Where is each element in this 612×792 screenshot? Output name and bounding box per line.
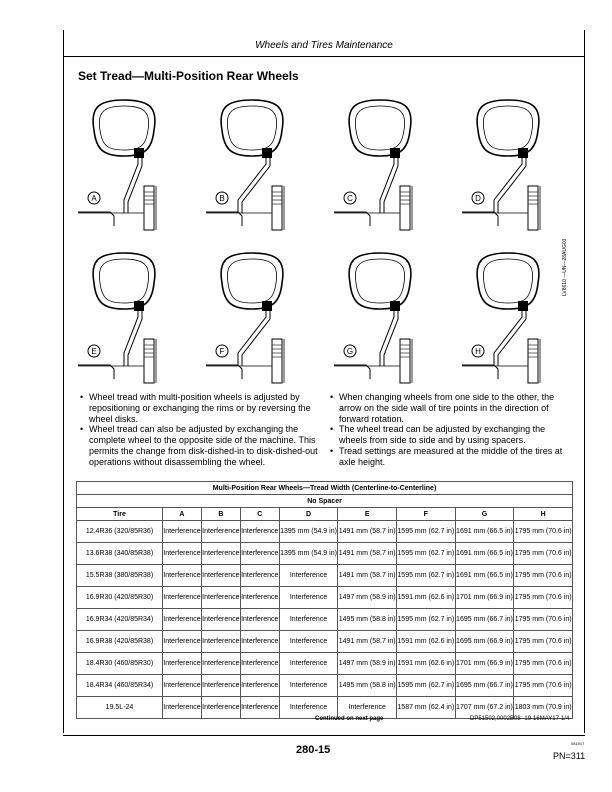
tread-value-cell: 1795 mm (70.6 in) bbox=[514, 631, 573, 653]
axle-shaft-icon bbox=[78, 212, 114, 226]
hub-icon bbox=[390, 148, 400, 158]
table-subcaption: No Spacer bbox=[77, 495, 573, 508]
wheel-disk-icon bbox=[498, 158, 526, 213]
table-caption: Multi-Position Rear Wheels—Tread Width (Centerline-to-Centerline) bbox=[77, 482, 573, 495]
tread-value-cell: Interference bbox=[279, 609, 338, 631]
tread-value-cell: Interference bbox=[163, 609, 202, 631]
rim-icon bbox=[99, 259, 148, 303]
tire-size-cell: 18.4R30 (460/85R30) bbox=[77, 653, 163, 675]
position-label: F bbox=[219, 347, 225, 356]
tread-value-cell: Interference bbox=[279, 697, 338, 719]
hub-icon bbox=[262, 301, 272, 311]
tread-value-cell: 1795 mm (70.6 in) bbox=[514, 587, 573, 609]
table-row bbox=[77, 565, 573, 587]
tread-value-cell: Interference bbox=[201, 675, 240, 697]
tread-value-cell: 1595 mm (62.7 in) bbox=[397, 675, 456, 697]
tread-value-cell: Interference bbox=[163, 631, 202, 653]
tread-value-cell: Interference bbox=[201, 565, 240, 587]
tread-value-cell: 1491 mm (58.7 in) bbox=[338, 543, 397, 565]
tread-value-cell: Interference bbox=[163, 521, 202, 543]
document-id: DP51502,0002B08 -19-16MAY17-1/4 bbox=[470, 716, 570, 722]
tread-value-cell: 1795 mm (70.6 in) bbox=[514, 565, 573, 587]
tread-value-cell: Interference bbox=[279, 587, 338, 609]
tread-value-cell: 1587 mm (62.4 in) bbox=[397, 697, 456, 719]
tread-value-cell: 1395 mm (54.9 in) bbox=[279, 521, 338, 543]
position-label: B bbox=[219, 194, 225, 203]
hub-icon bbox=[390, 301, 400, 311]
hub-icon bbox=[518, 301, 528, 311]
axle-housing-icon bbox=[528, 339, 538, 383]
page-number: 280-15 bbox=[296, 744, 331, 756]
table-row bbox=[77, 587, 573, 609]
tire-icon bbox=[349, 100, 411, 156]
hub-icon bbox=[134, 148, 144, 158]
tread-value-cell: Interference bbox=[201, 653, 240, 675]
bullet-list-right bbox=[329, 392, 573, 468]
tread-value-cell: Interference bbox=[279, 653, 338, 675]
tread-value-cell: 1395 mm (54.9 in) bbox=[279, 543, 338, 565]
table-column-header: D bbox=[279, 508, 338, 521]
bullet-item: • Tread settings are measured at the middle of the tires at axle height. bbox=[330, 445, 563, 467]
footer-code: 081917 bbox=[571, 741, 585, 746]
tread-value-cell: Interference bbox=[201, 631, 240, 653]
tread-value-cell: 1695 mm (66.9 in) bbox=[455, 631, 514, 653]
tread-value-cell: Interference bbox=[240, 675, 279, 697]
position-label: H bbox=[475, 347, 481, 356]
tread-value-cell: Interference bbox=[201, 543, 240, 565]
tread-value-cell: 1701 mm (66.9 in) bbox=[455, 653, 514, 675]
tire-size-cell: 16.9R30 (420/85R30) bbox=[77, 587, 163, 609]
header-rule bbox=[63, 56, 585, 57]
tread-value-cell: 1795 mm (70.6 in) bbox=[514, 675, 573, 697]
position-label: D bbox=[475, 194, 481, 203]
tire-size-cell: 16.9R34 (420/85R34) bbox=[77, 609, 163, 631]
running-header: Wheels and Tires Maintenance bbox=[255, 40, 393, 51]
table-row bbox=[77, 675, 573, 697]
axle-shaft-icon bbox=[462, 365, 498, 379]
tread-value-cell: 1491 mm (58.7 in) bbox=[338, 521, 397, 543]
rim-icon bbox=[355, 259, 404, 303]
tire-size-cell: 19.5L-24 bbox=[77, 697, 163, 719]
axle-shaft-icon bbox=[78, 365, 114, 379]
tire-size-cell: 16.9R38 (420/85R38) bbox=[77, 631, 163, 653]
position-label: A bbox=[91, 194, 97, 203]
bullet-item: • The wheel tread can be adjusted by exchanging the wheels from side to side and by using spacers. bbox=[330, 424, 546, 446]
tire-icon bbox=[93, 253, 155, 309]
tread-value-cell: Interference bbox=[240, 543, 279, 565]
tread-value-cell: 1691 mm (66.5 in) bbox=[455, 521, 514, 543]
wheel-disk-icon bbox=[124, 311, 138, 366]
position-label: C bbox=[347, 194, 353, 203]
tread-value-cell: Interference bbox=[240, 587, 279, 609]
hub-icon bbox=[134, 301, 144, 311]
tread-value-cell: Interference bbox=[338, 697, 397, 719]
tread-value-cell: 1695 mm (66.7 in) bbox=[455, 609, 514, 631]
table-column-header: F bbox=[397, 508, 456, 521]
tread-value-cell: Interference bbox=[201, 587, 240, 609]
tread-value-cell: 1695 mm (66.7 in) bbox=[455, 675, 514, 697]
tire-icon bbox=[477, 100, 539, 156]
tread-value-cell: 1591 mm (62.6 in) bbox=[397, 631, 456, 653]
axle-housing-icon bbox=[400, 186, 410, 230]
table-header-row bbox=[77, 508, 573, 521]
wheel-disk-icon bbox=[380, 158, 394, 213]
tire-icon bbox=[349, 253, 411, 309]
tire-size-cell: 15.5R38 (380/85R38) bbox=[77, 565, 163, 587]
table-column-header: C bbox=[240, 508, 279, 521]
axle-housing-icon bbox=[144, 186, 154, 230]
tread-value-cell: Interference bbox=[240, 653, 279, 675]
axle-shaft-icon bbox=[334, 212, 370, 226]
part-number: PN=311 bbox=[553, 751, 586, 761]
tread-value-cell: Interference bbox=[201, 609, 240, 631]
tread-value-cell: 1803 mm (70.9 in) bbox=[514, 697, 573, 719]
tread-value-cell: 1795 mm (70.6 in) bbox=[514, 653, 573, 675]
table-row bbox=[77, 631, 573, 653]
axle-housing-icon bbox=[272, 339, 282, 383]
table-column-header: B bbox=[201, 508, 240, 521]
tread-value-cell: 1591 mm (62.6 in) bbox=[397, 587, 456, 609]
tire-size-cell: 18.4R34 (460/85R34) bbox=[77, 675, 163, 697]
rim-icon bbox=[355, 106, 404, 150]
rim-icon bbox=[483, 106, 532, 150]
bullet-list-left bbox=[79, 392, 323, 468]
tread-value-cell: 1595 mm (62.7 in) bbox=[397, 609, 456, 631]
table-row bbox=[77, 543, 573, 565]
wheel-positions-illustration bbox=[70, 88, 582, 388]
tread-width-table bbox=[76, 481, 573, 719]
tread-value-cell: Interference bbox=[163, 675, 202, 697]
tread-value-cell: Interference bbox=[163, 587, 202, 609]
tread-value-cell: Interference bbox=[240, 609, 279, 631]
table-column-header: E bbox=[338, 508, 397, 521]
axle-housing-icon bbox=[400, 339, 410, 383]
tread-value-cell: Interference bbox=[201, 521, 240, 543]
table-column-header: G bbox=[455, 508, 514, 521]
table-column-header: A bbox=[163, 508, 202, 521]
wheel-positions-figure bbox=[70, 88, 582, 388]
rim-icon bbox=[227, 259, 276, 303]
tread-value-cell: 1595 mm (62.7 in) bbox=[397, 521, 456, 543]
hub-icon bbox=[518, 148, 528, 158]
continued-note: Continued on next page bbox=[315, 716, 384, 722]
tread-value-cell: 1495 mm (58.8 in) bbox=[338, 609, 397, 631]
tread-value-cell: Interference bbox=[201, 697, 240, 719]
tire-icon bbox=[221, 100, 283, 156]
wheel-disk-icon bbox=[124, 158, 138, 213]
tread-value-cell: 1591 mm (62.6 in) bbox=[397, 653, 456, 675]
tread-value-cell: 1795 mm (70.6 in) bbox=[514, 609, 573, 631]
axle-housing-icon bbox=[272, 186, 282, 230]
tire-size-cell: 12.4R36 (320/85R36) bbox=[77, 521, 163, 543]
section-title: Set Tread—Multi-Position Rear Wheels bbox=[78, 69, 299, 83]
wheel-disk-icon bbox=[380, 311, 394, 366]
tread-value-cell: 1795 mm (70.6 in) bbox=[514, 521, 573, 543]
bullet-item: • Wheel tread with multi-position wheels is adjusted by repositioning or exchanging the rims or by reversing the wheel disks. bbox=[80, 392, 311, 424]
left-margin-rule bbox=[63, 30, 64, 733]
table-column-header: Tire bbox=[77, 508, 163, 521]
position-label: G bbox=[346, 347, 354, 356]
tread-value-cell: Interference bbox=[240, 521, 279, 543]
hub-icon bbox=[262, 148, 272, 158]
axle-shaft-icon bbox=[206, 212, 242, 226]
tread-value-cell: Interference bbox=[279, 675, 338, 697]
axle-housing-icon bbox=[144, 339, 154, 383]
rim-icon bbox=[483, 259, 532, 303]
rim-icon bbox=[227, 106, 276, 150]
bullet-item: • Wheel tread can also be adjusted by exchanging the complete wheel to the opposite side of the machine. This permits the change from disk-dished-in to disk-dished-out operations without disassembling the wheel. bbox=[80, 424, 318, 467]
tread-value-cell: 1491 mm (58.7 in) bbox=[338, 631, 397, 653]
tread-value-cell: Interference bbox=[240, 697, 279, 719]
tread-value-cell: 1491 mm (58.7 in) bbox=[338, 565, 397, 587]
tread-value-cell: Interference bbox=[163, 697, 202, 719]
table-row bbox=[77, 609, 573, 631]
tread-value-cell: Interference bbox=[240, 631, 279, 653]
right-margin-rule bbox=[584, 30, 585, 733]
tread-value-cell: Interference bbox=[163, 565, 202, 587]
wheel-disk-icon bbox=[242, 158, 270, 213]
wheel-disk-icon bbox=[498, 311, 526, 366]
tire-size-cell: 13.6R38 (340/85R38) bbox=[77, 543, 163, 565]
tread-value-cell: 1595 mm (62.7 in) bbox=[397, 565, 456, 587]
axle-shaft-icon bbox=[206, 365, 242, 379]
tread-value-cell: 1595 mm (62.7 in) bbox=[397, 543, 456, 565]
tread-value-cell: 1691 mm (66.5 in) bbox=[455, 565, 514, 587]
tread-value-cell: 1701 mm (66.9 in) bbox=[455, 587, 514, 609]
bullet-item: • When changing wheels from one side to the other, the arrow on the side wall of tire points in the direction of forward rotation. bbox=[330, 392, 555, 424]
tread-value-cell: Interference bbox=[279, 631, 338, 653]
tire-icon bbox=[93, 100, 155, 156]
tread-value-cell: Interference bbox=[163, 543, 202, 565]
position-label: E bbox=[91, 347, 97, 356]
tread-value-cell: Interference bbox=[279, 565, 338, 587]
tread-value-cell: 1497 mm (58.9 in) bbox=[338, 653, 397, 675]
axle-shaft-icon bbox=[462, 212, 498, 226]
tread-value-cell: 1795 mm (70.6 in) bbox=[514, 543, 573, 565]
axle-housing-icon bbox=[528, 186, 538, 230]
footer-rule bbox=[63, 735, 585, 736]
tread-value-cell: 1691 mm (66.5 in) bbox=[455, 543, 514, 565]
tire-icon bbox=[477, 253, 539, 309]
tread-value-cell: 1497 mm (58.9 in) bbox=[338, 587, 397, 609]
figure-id: LV8610 —UN—28AUG03 bbox=[562, 238, 568, 296]
tire-icon bbox=[221, 253, 283, 309]
table-row bbox=[77, 653, 573, 675]
axle-shaft-icon bbox=[334, 365, 370, 379]
tread-value-cell: 1707 mm (67.2 in) bbox=[455, 697, 514, 719]
table-row bbox=[77, 521, 573, 543]
tread-value-cell: 1495 mm (58.8 in) bbox=[338, 675, 397, 697]
rim-icon bbox=[99, 106, 148, 150]
tread-value-cell: Interference bbox=[240, 565, 279, 587]
wheel-disk-icon bbox=[242, 311, 270, 366]
table-column-header: H bbox=[514, 508, 573, 521]
tread-value-cell: Interference bbox=[163, 653, 202, 675]
